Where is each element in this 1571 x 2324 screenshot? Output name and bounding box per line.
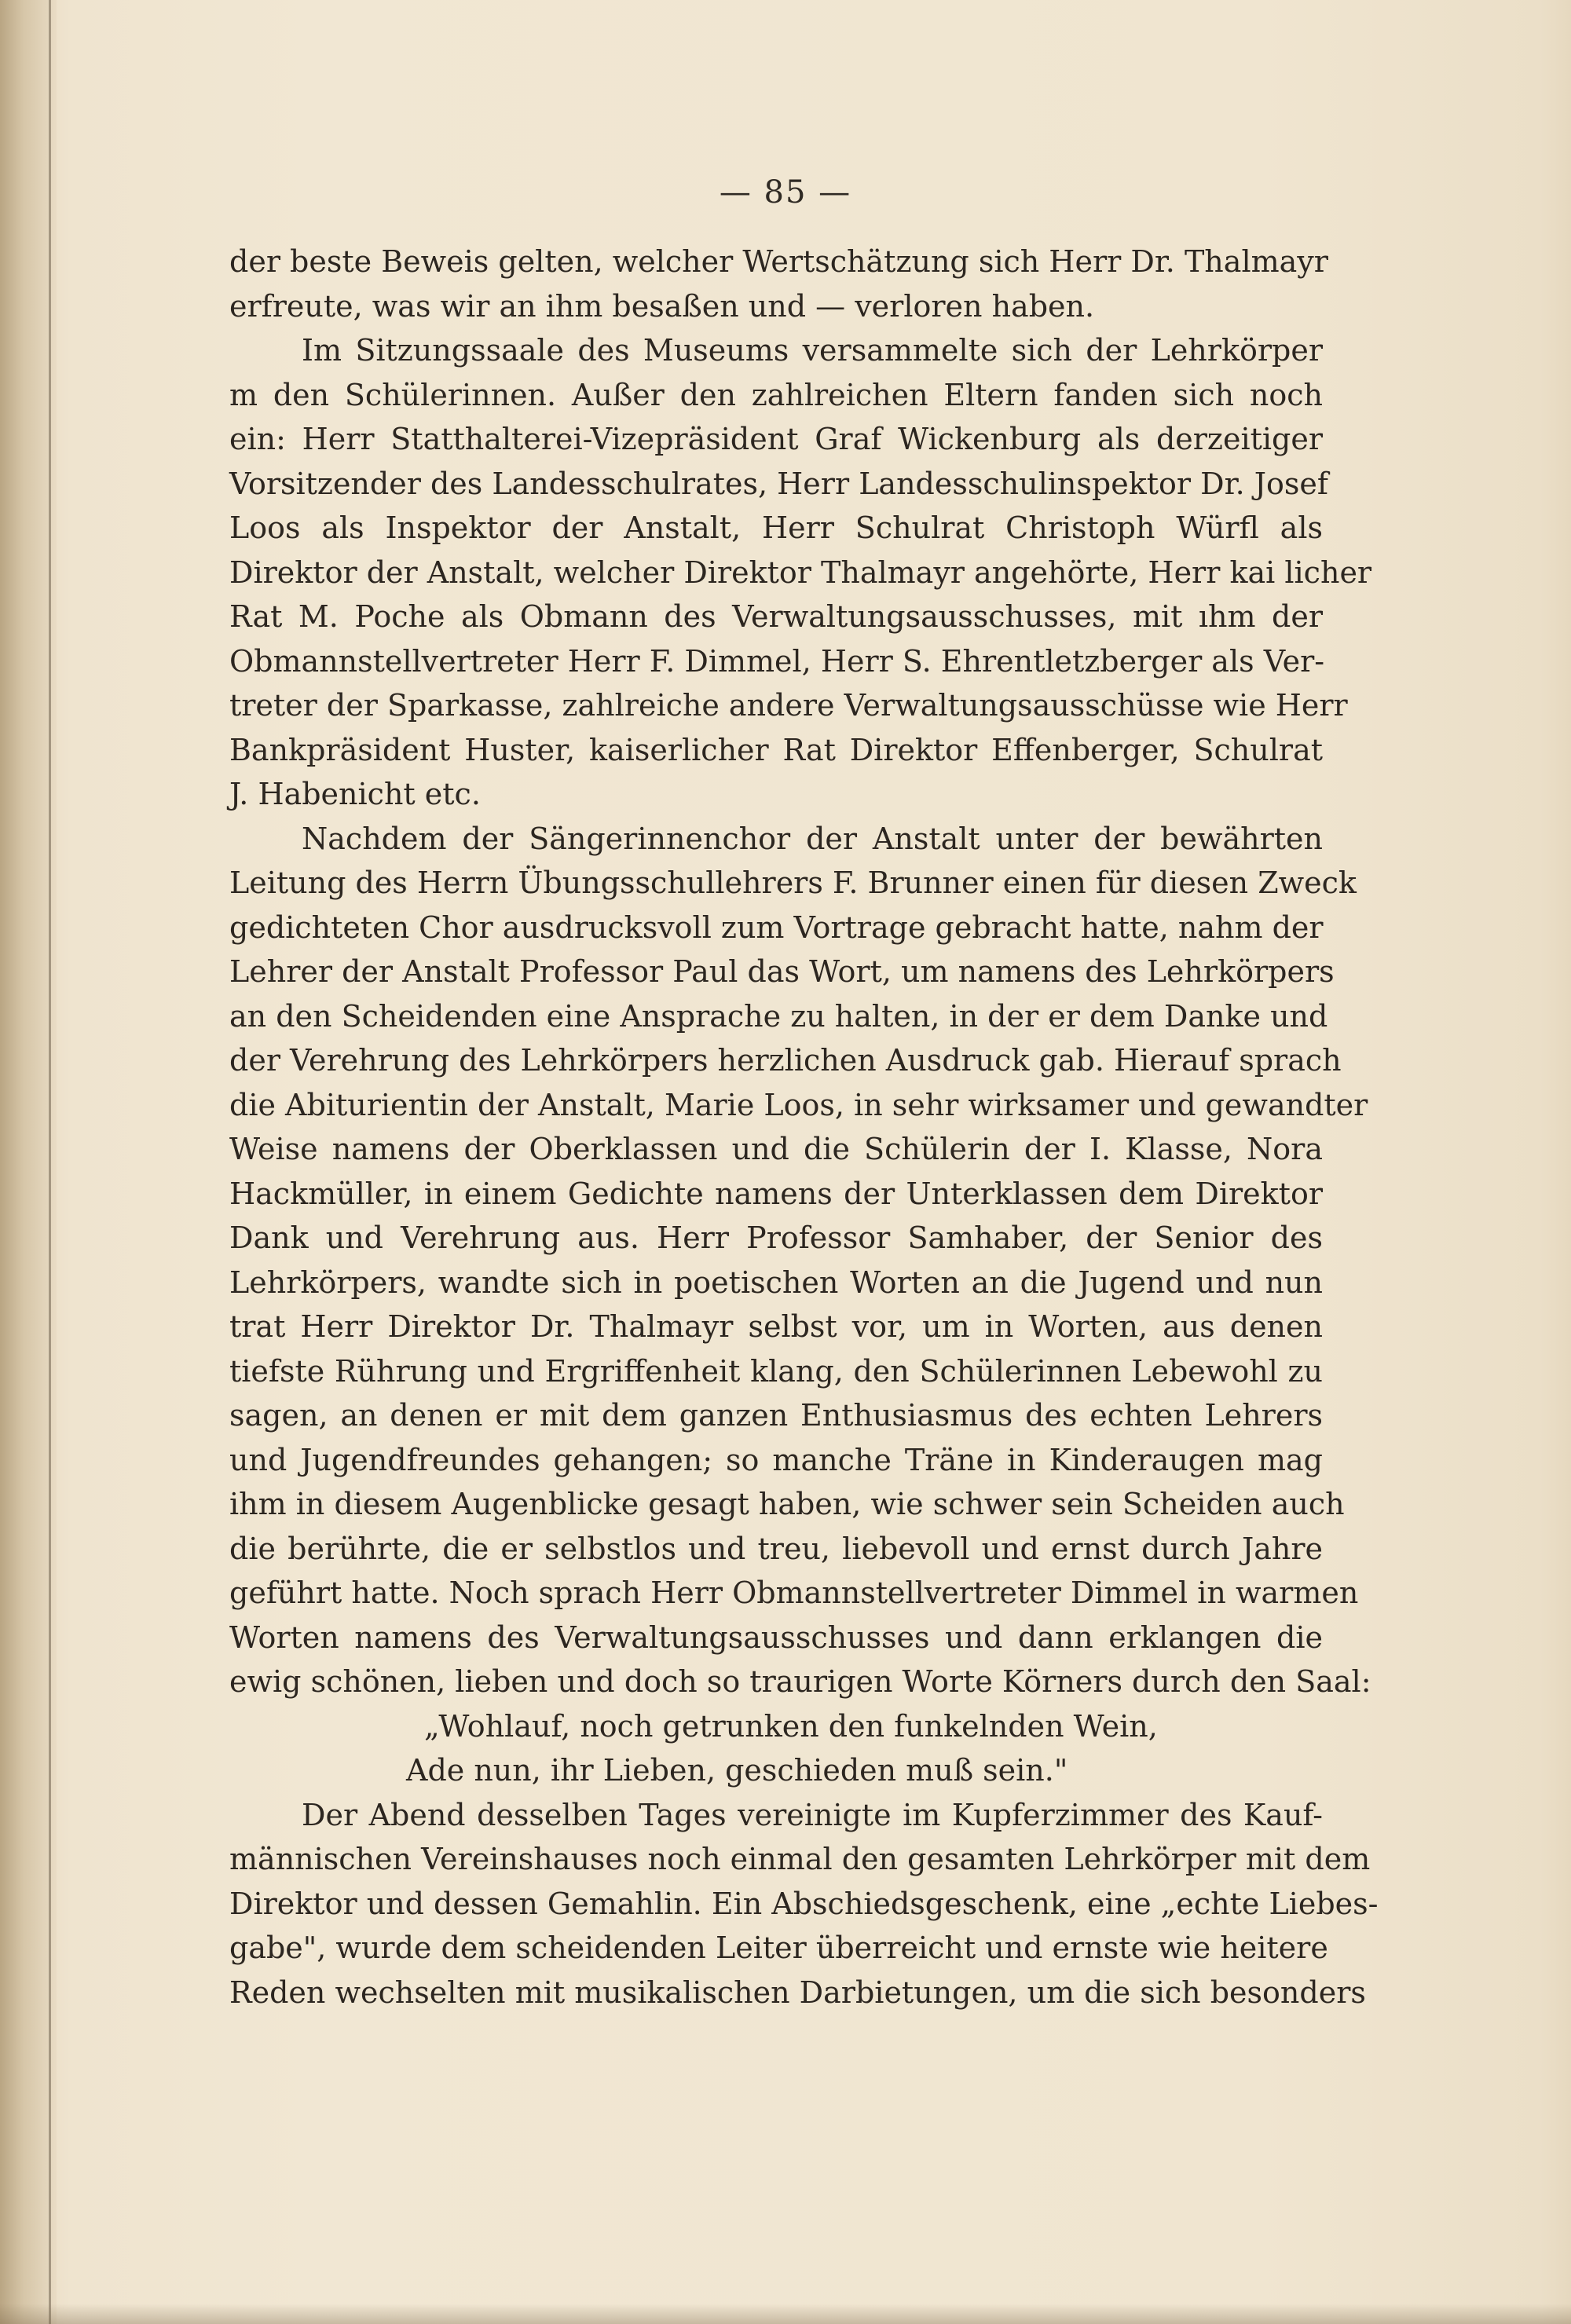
text-line: tiefste Rührung und Ergriffenheit klang, den Schülerinnen Lebewohl zu — [229, 1353, 1323, 1389]
text-line: gedichteten Chor ausdrucksvoll zum Vortrage gebracht hatte, nahm der — [229, 909, 1324, 945]
text-line: männischen Vereinshauses noch einmal den gesamten Lehrkörper mit dem — [229, 1842, 1371, 1876]
text-line: gabe", wurde dem scheidenden Leiter überreicht und ernste wie heitere — [229, 1931, 1328, 1965]
text-line: Im Sitzungssaale des Museums versammelte sich der Lehrkörper — [302, 333, 1323, 368]
text-line: Nachdem der Sängerinnenchor der Anstalt unter der bewährten — [302, 821, 1323, 856]
text-line: Rat M. Poche als Obmann des Verwaltungsausschusses, mit ıhm der — [229, 599, 1323, 634]
text-line: ein: Herr Statthalterei-Vizepräsident Graf Wickenburg als derzeitiger — [229, 422, 1323, 456]
text-line: Lehrer der Anstalt Professor Paul das Wort, um namens des Lehrkörpers — [229, 954, 1335, 989]
text-line: die berührte, die er selbstlos und treu, liebevoll und ernst durch Jahre — [229, 1531, 1323, 1566]
text-line: Reden wechselten mit musikalischen Darbietungen, um die sich besonders — [229, 1974, 1366, 2010]
text-line: J. Habenicht etc. — [229, 777, 481, 811]
text-line: Weise namens der Oberklassen und die Schülerin der I. Klasse, Nora — [229, 1132, 1323, 1166]
text-line: ewig schönen, lieben und doch so traurigen Worte Körners durch den Saal: — [229, 1664, 1371, 1699]
text-line: Lehrkörpers, wandte sich in poetischen Worten an die Jugend und nun — [229, 1264, 1323, 1300]
quote-line: Ade nun, ihr Lieben, geschieden muß sein." — [406, 1753, 1068, 1788]
text-line: Vorsitzender des Landesschulrates, Herr Landesschulinspektor Dr. Josef — [229, 466, 1328, 501]
text-line: Hackmüller, in einem Gedichte namens der Unterklassen dem Direktor — [229, 1176, 1323, 1211]
text-line: erfreute, was wir an ihm besaßen und — verloren haben. — [229, 288, 1095, 324]
text-line: ihm in diesem Augenblicke gesagt haben, wie schwer sein Scheiden auch — [229, 1487, 1345, 1521]
text-line: Leitung des Herrn Übungsschullehrers F. Brunner einen für diesen Zweck — [229, 866, 1357, 900]
text-line: treter der Sparkasse, zahlreiche andere Verwaltungsausschüsse wie Herr — [229, 688, 1348, 723]
text-line: Der Abend desselben Tages vereinigte im Kupferzimmer des Kauf- — [302, 1797, 1323, 1832]
quote-line: „Wohlauf, noch getrunken den funkelnden Wein, — [424, 1708, 1158, 1744]
text-line: Loos als Inspektor der Anstalt, Herr Schulrat Christoph Würfl als — [229, 511, 1323, 545]
text-line: Obmannstellvertreter Herr F. Dimmel, Herr S. Ehrentletzberger als Ver- — [229, 643, 1325, 679]
text-line: Worten namens des Verwaltungsausschusses und dann erklangen die — [229, 1619, 1323, 1655]
text-line: Direktor der Anstalt, welcher Direktor Thalmayr angehörte, Herr kai licher — [229, 554, 1372, 590]
page-number: — 85 — — [719, 174, 852, 210]
text-line: Direktor und dessen Gemahlin. Ein Abschiedsgeschenk, eine „echte Liebes- — [229, 1886, 1379, 1921]
page-text — [229, 240, 1379, 2015]
text-line: der Verehrung des Lehrkörpers herzlichen Ausdruck gab. Hierauf sprach — [229, 1043, 1342, 1078]
text-line: die Abiturientin der Anstalt, Marie Loos, in sehr wirksamer und gewandter — [229, 1087, 1368, 1122]
text-line: Bankpräsident Huster, kaiserlicher Rat Direktor Effenberger, Schulrat — [229, 732, 1323, 767]
text-line: der beste Beweis gelten, welcher Wertschätzung sich Herr Dr. Thalmayr — [229, 244, 1328, 279]
text-line: m den Schülerinnen. Außer den zahlreichen Eltern fanden sich noch — [229, 377, 1323, 412]
text-line: Dank und Verehrung aus. Herr Professor Samhaber, der Senior des — [229, 1221, 1323, 1255]
page-bottom-shadow — [0, 2304, 1571, 2324]
text-line: und Jugendfreundes gehangen; so manche Träne in Kinderaugen mag — [229, 1442, 1323, 1477]
text-line: an den Scheidenden eine Ansprache zu halten, in der er dem Danke und — [229, 998, 1328, 1034]
page-gutter-line — [49, 0, 51, 2324]
text-line: trat Herr Direktor Dr. Thalmayr selbst vor, um in Worten, aus denen — [229, 1309, 1323, 1344]
text-line: sagen, an denen er mit dem ganzen Enthusiasmus des echten Lehrers — [229, 1398, 1323, 1433]
text-line: geführt hatte. Noch sprach Herr Obmannstellvertreter Dimmel in warmen — [229, 1576, 1359, 1610]
